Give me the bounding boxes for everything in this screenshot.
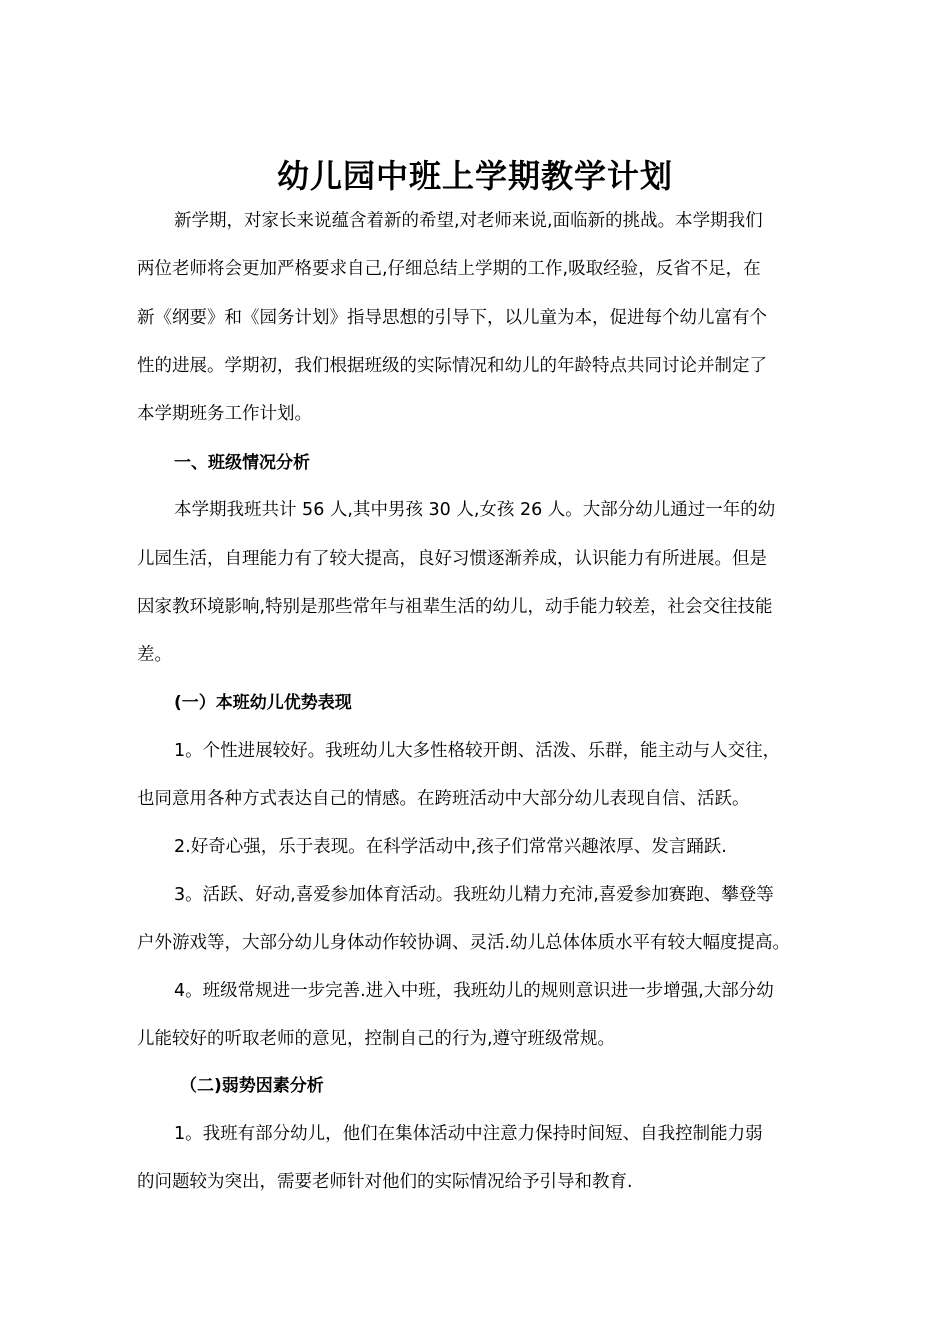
list-item-line: 儿能较好的听取老师的意见，控制自己的行为,遵守班级常规。: [137, 1029, 616, 1049]
intro-line: 两位老师将会更加严格要求自己,仔细总结上学期的工作,吸取经验，反省不足，在: [137, 259, 761, 279]
paragraph-line: 本学期我班共计 56 人,其中男孩 30 人,女孩 26 人。大部分幼儿通过一年的幼: [174, 500, 776, 520]
list-item-line: 1。个性进展较好。我班幼儿大多性格较开朗、活泼、乐群，能主动与人交往，: [174, 741, 781, 761]
section-heading: 一、班级情况分析: [174, 453, 310, 473]
list-item-line: 2.好奇心强，乐于表现。在科学活动中,孩子们常常兴趣浓厚、发言踊跃.: [174, 837, 727, 857]
paragraph-line: 因家教环境影响,特别是那些常年与祖辈生活的幼儿，动手能力较差，社会交往技能: [137, 597, 773, 617]
intro-line: 性的进展。学期初，我们根据班级的实际情况和幼儿的年龄特点共同讨论并制定了: [137, 356, 767, 376]
paragraph-line: 差。: [137, 645, 172, 665]
intro-line: 新学期，对家长来说蕴含着新的希望,对老师来说,面临新的挑战。本学期我们: [174, 211, 763, 231]
list-item-line: 也同意用各种方式表达自己的情感。在跨班活动中大部分幼儿表现自信、活跃。: [137, 789, 750, 809]
intro-line: 本学期班务工作计划。: [137, 404, 312, 424]
subsection-heading: （二)弱势因素分析: [180, 1076, 324, 1096]
document-title: 幼儿园中班上学期教学计划: [276, 157, 673, 195]
paragraph-line: 儿园生活，自理能力有了较大提高，良好习惯逐渐养成，认识能力有所进展。但是: [137, 549, 767, 569]
list-item-line: 3。活跃、好动,喜爱参加体育活动。我班幼儿精力充沛,喜爱参加赛跑、攀登等: [174, 885, 774, 905]
subsection-heading: (一）本班幼儿优势表现: [174, 693, 352, 713]
list-item-line: 的问题较为突出，需要老师针对他们的实际情况给予引导和教育.: [137, 1172, 633, 1192]
list-item-line: 4。班级常规进一步完善.进入中班，我班幼儿的规则意识进一步增强,大部分幼: [174, 981, 774, 1001]
list-item-line: 户外游戏等，大部分幼儿身体动作较协调、灵活.幼儿总体体质水平有较大幅度提高。: [137, 933, 791, 953]
list-item-line: 1。我班有部分幼儿，他们在集体活动中注意力保持时间短、自我控制能力弱: [174, 1124, 763, 1144]
intro-line: 新《纲要》和《园务计划》指导思想的引导下，以儿童为本，促进每个幼儿富有个: [137, 308, 767, 328]
